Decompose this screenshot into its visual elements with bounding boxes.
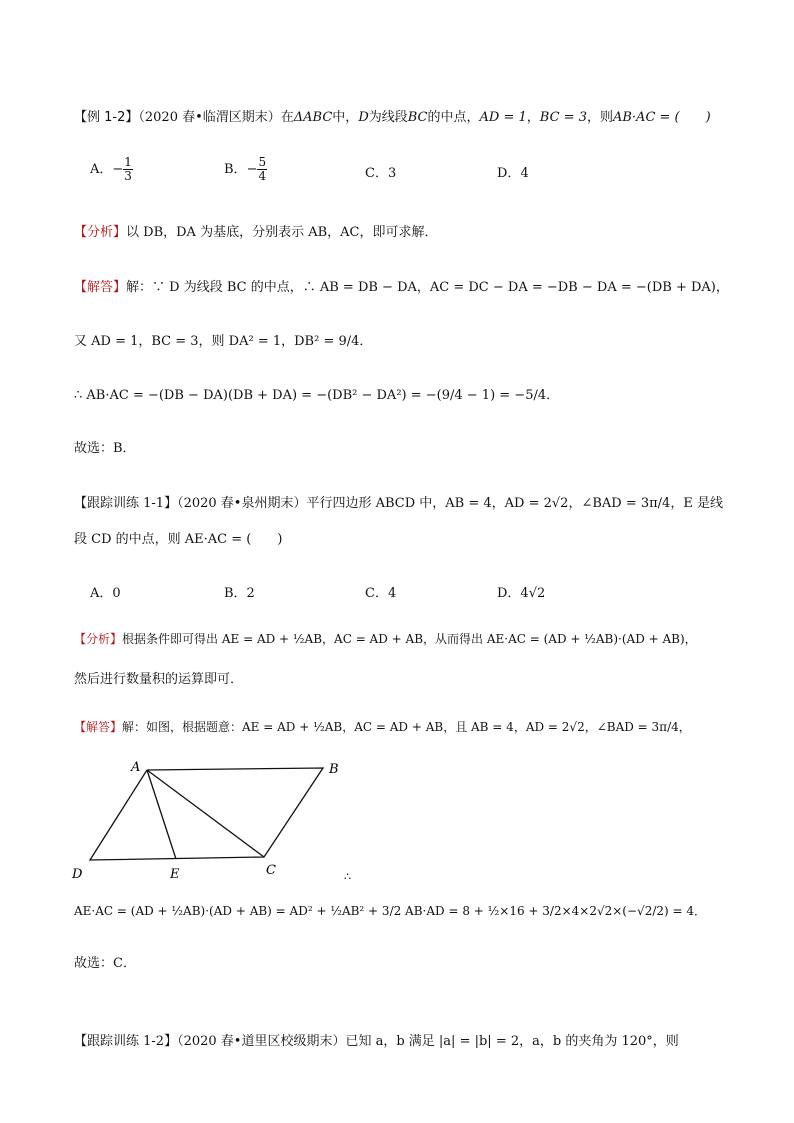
ex12-t7: AD = 1 <box>479 110 527 125</box>
answer-calc: AE·AC = (AD + ½AB)·(AD + AB) = AD² + ½AB² + 3/2 AB·AD = 8 + ½×16 + 3/2×4×2√2×(−√2/2) = 4． <box>74 904 707 918</box>
tr11-text2: 段 CD 的中点，则 AE·AC = ( ) <box>74 532 283 547</box>
option-sign: − <box>112 162 124 177</box>
option-sign: − <box>246 162 258 177</box>
answer-tag: 【解答】 <box>74 280 127 295</box>
parallelogram-figure <box>66 756 366 886</box>
tr11-text: （2020 春•泉州期末）平行四边形 ABCD 中，AB = 4，AD = 2√2，∠BAD = 3π/4，E 是线 <box>177 496 723 511</box>
option-value: 4 <box>520 166 529 181</box>
ex12-source: （2020 春•临渭区期末）在 <box>138 110 294 125</box>
option-text: B．2 <box>224 586 255 601</box>
tr11-analysis2 <box>74 668 243 687</box>
option-label: B． <box>224 162 247 177</box>
ex12-question <box>74 106 711 125</box>
denominator: 3 <box>124 169 132 183</box>
tr11-tag: 【跟踪训练 1-1】 <box>74 496 178 511</box>
tr11-option-b <box>224 582 255 601</box>
tr11-analysis <box>74 630 697 647</box>
ex12-analysis <box>74 221 437 240</box>
ex12-t2: 中， <box>332 110 359 125</box>
analysis-text: 然后进行数量积的运算即可． <box>74 672 244 687</box>
ex12-option-c <box>365 162 396 181</box>
segment-ac <box>147 770 264 857</box>
tr11-option-c <box>365 582 396 601</box>
fraction <box>257 156 267 183</box>
tr11-question <box>74 492 723 511</box>
tr11-choice <box>74 952 136 971</box>
ex12-t10: ，则 <box>586 110 613 125</box>
tr12-question <box>74 1030 679 1049</box>
ex12-tag: 【例 1-2】 <box>74 110 139 125</box>
ex12-t8: ， <box>526 110 540 125</box>
option-text: C．4 <box>365 586 397 601</box>
answer-text: 又 AD = 1，BC = 3，则 DA² = 1，DB² = 9/4． <box>74 334 373 349</box>
label-e: E <box>170 867 180 882</box>
ex12-expr: AB·AC = ( ) <box>612 110 711 125</box>
tr11-option-d <box>497 582 545 601</box>
denominator: 4 <box>258 169 267 183</box>
label-a: A <box>131 760 141 775</box>
label-b: B <box>329 762 339 777</box>
ex12-answer-line2 <box>74 330 372 349</box>
answer-tag: 【解答】 <box>74 720 123 734</box>
option-label: C． <box>365 166 388 181</box>
tr11-calc <box>74 902 706 919</box>
ex12-option-d <box>497 162 529 181</box>
tr11-question2 <box>74 528 282 547</box>
tr11-answer <box>74 718 691 735</box>
ex12-t3: D <box>358 110 369 125</box>
ex12-t4: 为线段 <box>368 110 408 125</box>
option-value: 3 <box>387 166 397 181</box>
analysis-text: 根据条件即可得出 AE = AD + ½AB，AC = AD + AB，从而得出 AE·AC = (AD + ½AB)·(AD + AB)， <box>122 632 697 646</box>
tr11-option-a <box>90 582 121 601</box>
analysis-tag: 【分析】 <box>74 225 127 240</box>
choice-text: 故选：C． <box>74 956 136 971</box>
ex12-t6: 的中点， <box>427 110 480 125</box>
therefore-mark: ∴ <box>344 870 351 883</box>
answer-text: ∴ AB·AC = −(DB − DA)(DB + DA) = −(DB² − DA²) = −(9/4 − 1) = −5/4． <box>74 388 560 403</box>
ex12-t9: BC = 3 <box>539 110 587 125</box>
option-text: A．0 <box>90 586 121 601</box>
analysis-text: 以 DB，DA 为基底，分别表示 AB，AC，即可求解． <box>126 225 438 240</box>
tr12-text: （2020 春•道里区校级期末）已知 a，b 满足 |a| = |b| = 2，a，b 的夹角为 120°，则 <box>177 1034 679 1049</box>
ex12-t5: BC <box>407 110 428 125</box>
ex12-answer-line1 <box>74 276 729 295</box>
analysis-tag: 【分析】 <box>74 632 123 646</box>
label-d: D <box>72 867 83 882</box>
ex12-option-b <box>224 156 267 183</box>
ex12-option-a <box>90 156 133 183</box>
option-label: A． <box>90 162 113 177</box>
option-text: D．4√2 <box>497 586 546 601</box>
numerator: 1 <box>124 155 132 169</box>
ex12-choice <box>74 437 136 456</box>
answer-text: 解：∵ D 为线段 BC 的中点，∴ AB = DB − DA，AC = DC − DA = −DB − DA = −(DB + DA)， <box>126 280 729 295</box>
ex12-triangle: ΔABC <box>293 110 333 125</box>
choice-text: 故选：B． <box>74 441 136 456</box>
numerator: 5 <box>258 155 267 169</box>
fraction <box>123 156 133 183</box>
segment-ae <box>147 770 176 859</box>
answer-text: 解：如图，根据题意：AE = AD + ½AB，AC = AD + AB，且 AB = 4，AD = 2√2，∠BAD = 3π/4， <box>122 720 691 734</box>
option-label: D． <box>497 166 521 181</box>
tr12-tag: 【跟踪训练 1-2】 <box>74 1034 178 1049</box>
label-c: C <box>266 863 276 878</box>
ex12-answer-line3 <box>74 384 559 403</box>
